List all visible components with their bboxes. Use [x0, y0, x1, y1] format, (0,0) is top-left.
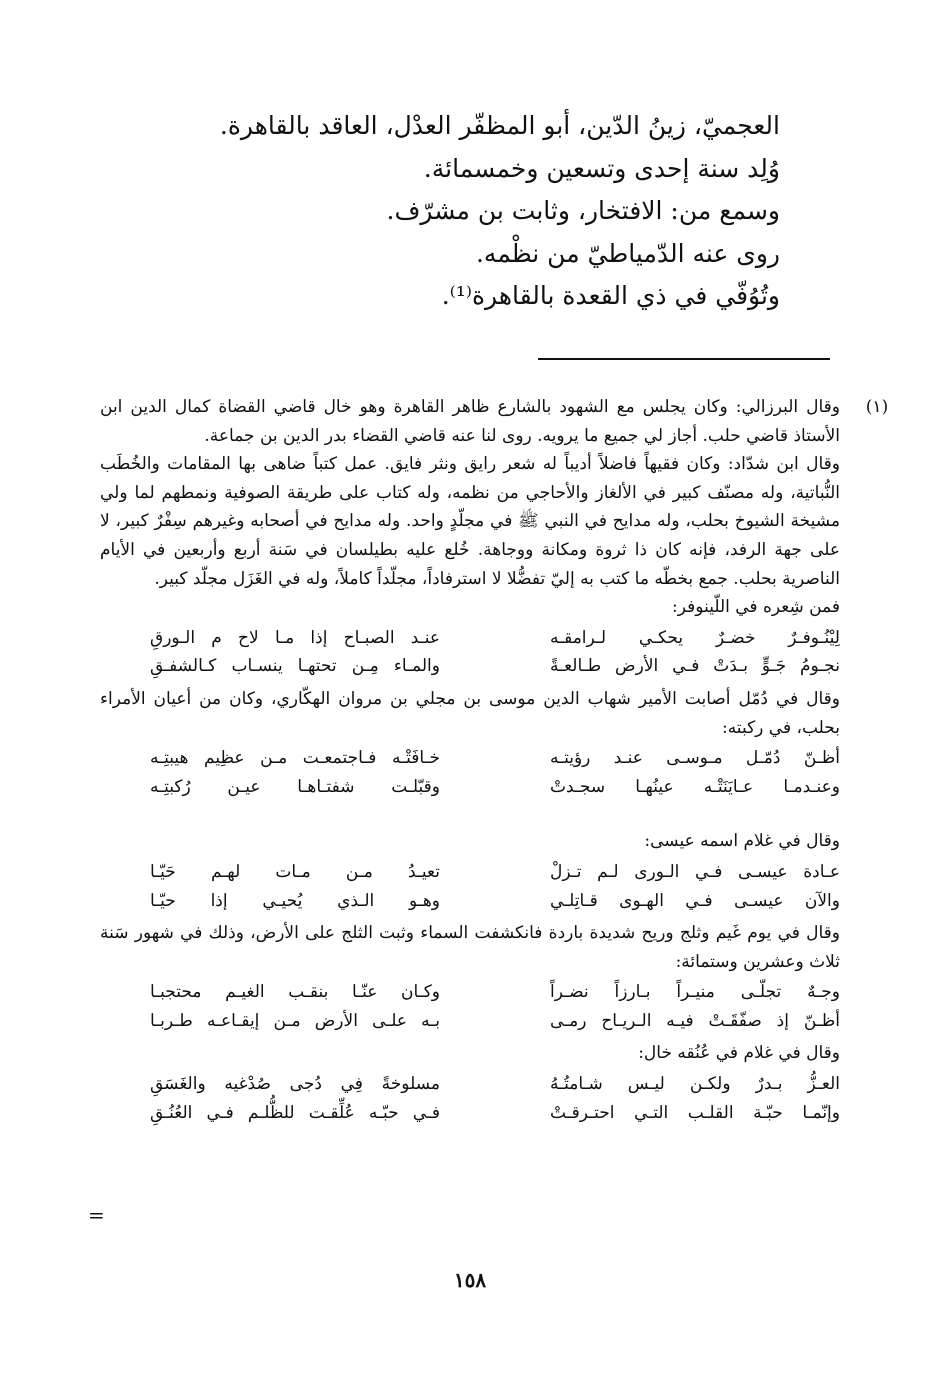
footnote-block: [100, 393, 889, 1131]
spacer: [100, 805, 840, 827]
poem-verses: [100, 744, 840, 801]
verse-line: [150, 744, 840, 773]
footnote-divider: [538, 358, 830, 360]
verse-first-hemistich: نجـومُ جَـوٍّ بـدَتْ فـي الأرض طـالعـةً: [550, 656, 840, 677]
footnote-paragraph: وقال ابن شدّاد: وكان فقيهاً فاضلاً أديباً له شعر رايق ونثر فايق. عمل كتباً ضاهى بها المقامات والخُطَب النُّباتية، وله مصنّف كبير في الألغاز والأحاجي من نظمه، وله كتاب على طريقة الصوفية ونمطهم لما ولي مشيخة الشيوخ بحلب، وله مدايح في النبي ﷺ في مجلّدٍ واحد. وله مدايح في أصحابه وغيرهم سِفْرٌ كبير، لا على جهة الرفد، فإنه كان ذا ثروة ومكانة ووجاهة. خُلع عليه بطيلسان في سَنة أربع وأربعين في الأيام الناصرية بحلب. جمع بخطّه ما كتب به إليّ تفضُّلا لا استرفاداً، مجلّداً كاملاً، وله في الغَزَل مجلّد كبير.: [100, 454, 840, 589]
verse-first-hemistich: لِيْنُـوفـرٌ خضـرٌ يحكـي لـرامقـه: [550, 627, 840, 648]
page-number: ١٥٨: [453, 1268, 487, 1292]
verse-first-hemistich: العـزُّ بـدرٌ ولكـن ليـس شـامتُـهُ: [550, 1074, 840, 1095]
verse-second-hemistich: تعيـدُ مـن مـات لهـم حَيّـا: [150, 861, 440, 882]
footnote-paragraph: وقال البرزالي: وكان يجلس مع الشهود بالشارع ظاهر القاهرة وهو خال قاضي القضاة كمال الدين ابن الأستاذ قاضي حلب. أجاز لي جميع ما يرويه. روى لنا عنه قاضي القضاء بدر الدين بن جماعة.: [100, 397, 840, 446]
poem-verses: [100, 858, 840, 915]
verse-second-hemistich: وكـان عنّـا بنقـب الغيـم محتجبـا: [150, 982, 440, 1003]
verse-second-hemistich: بـه علـى الأرض مـن إيقـاعـه طـربـا: [150, 1010, 440, 1031]
footnote-paragraph: وقال في يوم غَيم وثلج وريح شديدة باردة فانكشفت السماء وثبت الثلج على الأرض، وذلك في شهور سَنة ثلاث وعشرين وستمائة:: [100, 923, 840, 972]
main-line: وتُوُفّي في ذي القعدة بالقاهرة⁽¹⁾.: [441, 281, 780, 310]
verse-first-hemistich: أظـنّ دُمّـل مـوسـى عنـد رؤيتـه: [550, 748, 840, 769]
poem-verses: [100, 624, 840, 681]
verse-line: [150, 858, 840, 887]
verse-line: [150, 652, 840, 681]
verse-second-hemistich: خـافَتْـه فـاجتمعـت مـن عظِيم هيبتِـه: [150, 748, 440, 769]
verse-first-hemistich: وإنّمـا حبّـة القلـب التـي احتـرقـتْ: [550, 1102, 840, 1123]
footnote-number: (١): [865, 397, 889, 417]
main-line: وسمع من: الافتخار، وثابت بن مشرّف.: [386, 196, 780, 225]
verse-line: [150, 1099, 840, 1128]
verse-second-hemistich: مسلوخةً فِي دُجى صُدْغيه والغَسَقِ: [150, 1074, 440, 1095]
verse-first-hemistich: عـادة عيسـى فـي الـورى لـم تـزلْ: [550, 861, 840, 882]
footnote-paragraph: وقال في غلام اسمه عيسى:: [644, 831, 840, 852]
verse-second-hemistich: وهـو الـذي يُحيـي إذا حيّـا: [150, 890, 440, 911]
verse-first-hemistich: والآن عيسـى فـي الهـوى قـاتِلـي: [550, 890, 840, 911]
verse-first-hemistich: وجـهٌ تجلّـى منيـراً بـارزاً نضـراً: [550, 982, 840, 1003]
poem-verses: [100, 1070, 840, 1127]
footnote-paragraph: فمن شِعره في اللّينوفر:: [672, 597, 840, 618]
verse-line: [150, 773, 840, 802]
footnote-paragraph: وقال في غلام في عُنُقه خال:: [638, 1043, 840, 1064]
verse-line: [150, 978, 840, 1007]
verse-line: [150, 1070, 840, 1099]
main-text-block: [220, 105, 780, 318]
poem-verses: [100, 978, 840, 1035]
main-line: العجميّ، زينُ الدّين، أبو المظفّر العدْل، العاقد بالقاهرة.: [219, 111, 780, 140]
verse-first-hemistich: أظـنّ إذ صفّقَـتْ فيـه الـريـاح رمـى: [550, 1010, 840, 1031]
verse-first-hemistich: وعنـدمـا عـايَنَتْـه عينُهـا سجـدتْ: [550, 776, 840, 797]
verse-second-hemistich: والمـاء مِـن تحتهـا ينسـاب كـالشفـقِ: [150, 656, 440, 677]
verse-second-hemistich: فـي حبّـه عُلِّقـت للظُّلـم فـي العُنُـقِ: [150, 1102, 440, 1123]
continuation-mark: =: [88, 1203, 105, 1227]
verse-line: [150, 887, 840, 916]
footnote-paragraph: وقال في دُمّل أصابت الأمير شهاب الدين موسى بن مجلي بن مروان الهكّاري، وكان من أعيان الأمراء بحلب، في ركبته:: [100, 688, 840, 738]
main-line: وُلِد سنة إحدى وتسعين وخمسمائة.: [423, 153, 780, 183]
main-line: روى عنه الدّمياطيّ من نظْمه.: [475, 238, 780, 268]
verse-second-hemistich: عنـد الصبـاح إذا مـا لاح م الـورقِ: [150, 627, 440, 648]
verse-line: [150, 1007, 840, 1036]
verse-second-hemistich: وقبّلـت شفتـاهـا عيـن رُكبتِـه: [150, 776, 440, 797]
verse-line: [150, 624, 840, 653]
